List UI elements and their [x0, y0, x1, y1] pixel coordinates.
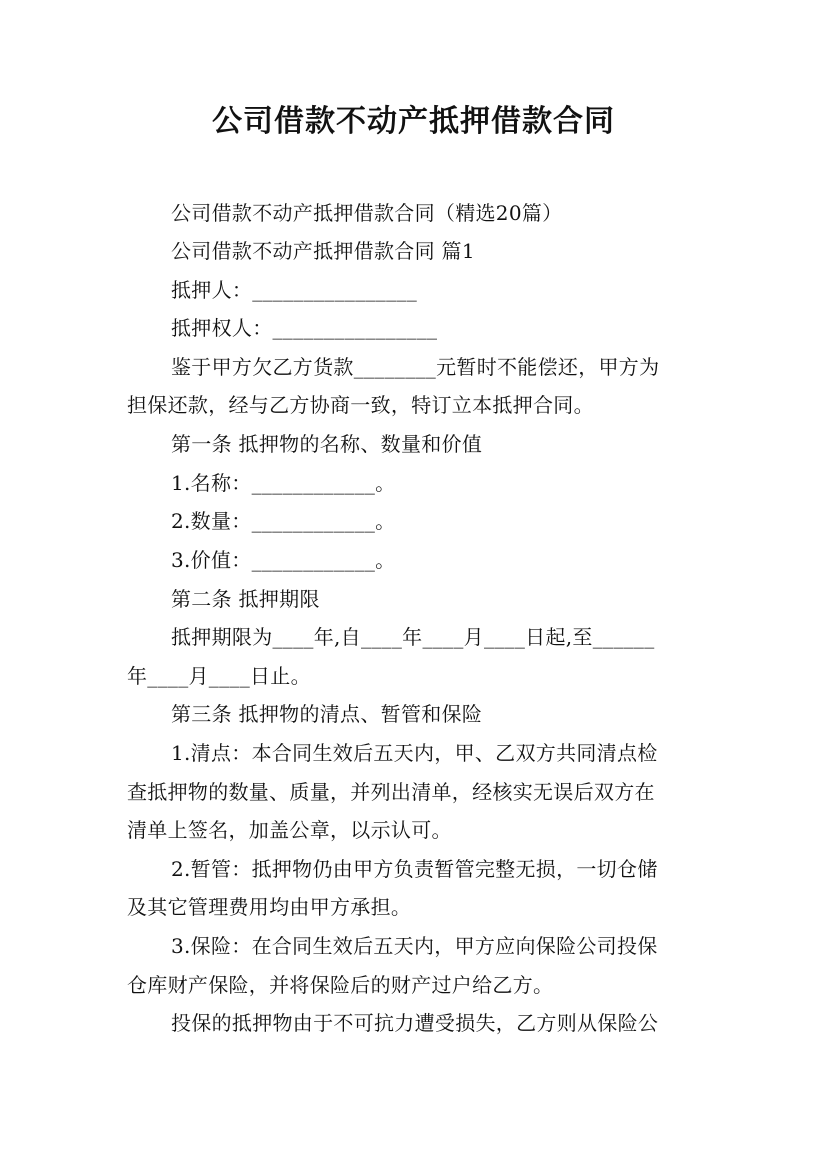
clause-2-line-1: 抵押期限为____年,自____年____月____日起,至______ — [171, 625, 655, 649]
clause-3-item-1-line-2: 查抵押物的数量、质量，并列出清单，经核实无误后双方在 — [127, 780, 655, 804]
clause-1-item-name: 1.名称：____________。 — [171, 471, 396, 495]
mortgagor-line: 抵押人：________________ — [171, 278, 417, 302]
preamble-line-1: 鉴于甲方欠乙方货款________元暂时不能偿还，甲方为 — [171, 355, 660, 379]
clause-2-line-2: 年____月____日止。 — [127, 664, 311, 688]
clause-3-item-3-line-2: 仓库财产保险，并将保险后的财产过户给乙方。 — [127, 973, 554, 997]
clause-3-item-2-line-2: 及其它管理费用均由甲方承担。 — [127, 895, 412, 919]
clause-3-item-3-line-1: 3.保险：在合同生效后五天内，甲方应向保险公司投保 — [171, 934, 658, 958]
clause-3-item-1-line-3: 清单上签名，加盖公章，以示认可。 — [127, 818, 452, 842]
clause-3-paragraph-line-1: 投保的抵押物由于不可抗力遭受损失，乙方则从保险公 — [171, 1011, 659, 1035]
clause-3-heading: 第三条 抵押物的清点、暂管和保险 — [171, 702, 483, 726]
clause-3-item-2-line-1: 2.暂管：抵押物仍由甲方负责暂管完整无损，一切仓储 — [171, 857, 658, 881]
document-title: 公司借款不动产抵押借款合同 — [212, 104, 615, 139]
clause-3-item-1-line-1: 1.清点：本合同生效后五天内，甲、乙双方共同清点检 — [171, 741, 658, 765]
mortgagee-line: 抵押权人：________________ — [171, 316, 438, 340]
collection-heading: 公司借款不动产抵押借款合同（精选20篇） — [171, 201, 563, 225]
clause-1-item-quantity: 2.数量：____________。 — [171, 509, 396, 533]
clause-1-item-value: 3.价值：____________。 — [171, 548, 396, 572]
preamble-line-2: 担保还款，经与乙方协商一致，特订立本抵押合同。 — [127, 393, 594, 417]
clause-2-heading: 第二条 抵押期限 — [171, 587, 320, 611]
article-heading: 公司借款不动产抵押借款合同 篇1 — [171, 239, 475, 263]
clause-1-heading: 第一条 抵押物的名称、数量和价值 — [171, 432, 483, 456]
